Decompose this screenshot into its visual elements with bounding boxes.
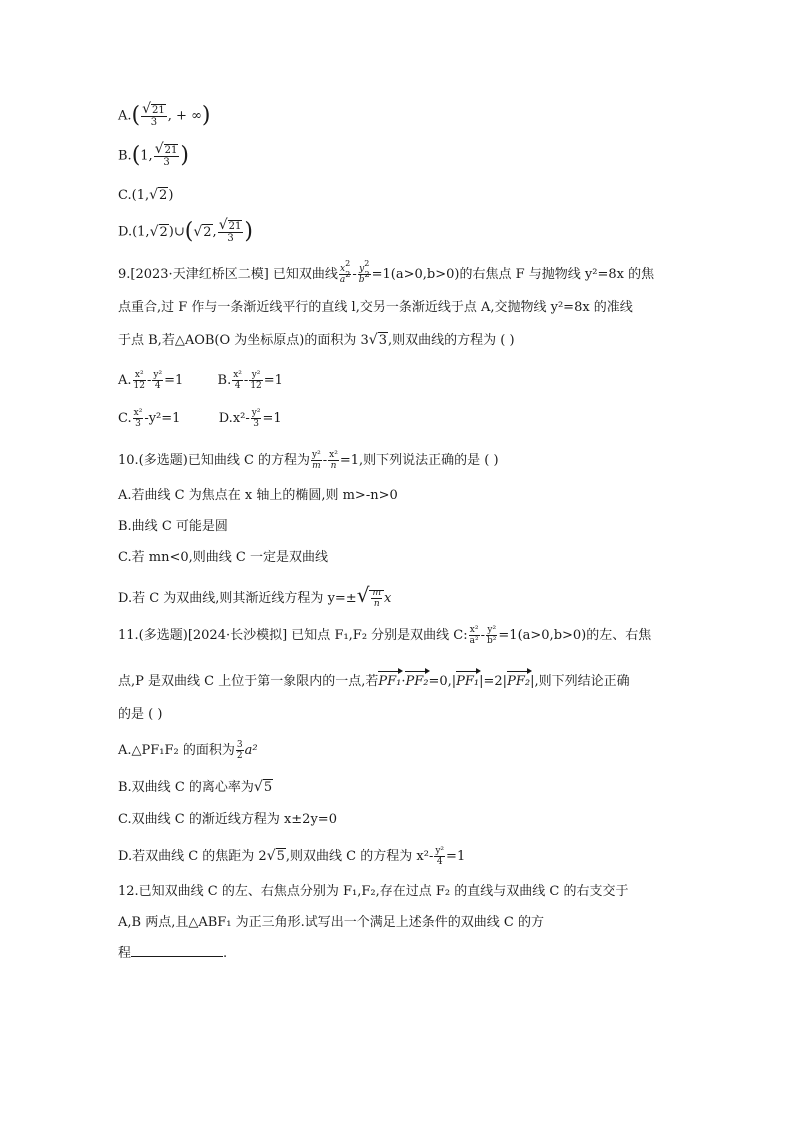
q9-options-cd	[118, 408, 282, 429]
q11-option-a: A.△PF₁F₂ 的面积为 $\frac{3}{2}$ a²	[118, 740, 258, 761]
q9-option-a: A. $\frac{\text{x²}}{12}$ - $\frac{\text{y²}}{4}$ =1	[118, 370, 184, 391]
answer-blank[interactable]	[131, 944, 223, 957]
q11-stem-line-2: 点,P 是双曲线 C 上位于第一象限内的一点,若PF₁·PF₂=0,|PF₁|=2|PF₂|,则下列结论正确	[118, 670, 630, 692]
q12-stem-line-3: 程 .	[118, 946, 228, 961]
q12-stem-line-1: 12.已知双曲线 C 的左、右焦点分别为 F₁,F₂,存在过点 F₂ 的直线与双曲线 C 的右支交于	[118, 884, 629, 899]
q11-option-d: D.若双曲线 C 的焦距为 2√5,则双曲线 C 的方程为 x²- $\frac{\text{y²}}{4}$ =1	[118, 846, 466, 867]
q9-stem-line-1: 9.[2023·天津红桥区二模] 已知双曲线 $\frac{x^2}{a^2}$ - $\frac{y^2}{b^2}$ =1(a>0,b>0)的右焦点 F 与抛物线 y²=8x 的焦	[118, 259, 655, 285]
q10-option-b: B.曲线 C 可能是圆	[118, 519, 228, 534]
q11-option-c: C.双曲线 C 的渐近线方程为 x±2y=0	[118, 812, 337, 827]
q11-option-b: B.双曲线 C 的离心率为√5	[118, 779, 273, 795]
q11-stem-line-1: 11.(多选题)[2024·长沙模拟] 已知点 F₁,F₂ 分别是双曲线 C: $\frac{\text{x²}}{\text{a²}}$ - $\frac{\text{y²}}{\text{b²}}$ =1(a>0,b>0)的左、右焦	[118, 625, 652, 646]
q10-option-c: C.若 mn<0,则曲线 C 一定是双曲线	[118, 550, 328, 565]
q8-option-a: A.( $\frac{√21}{3}$ , + ∞)	[118, 101, 211, 128]
q12-stem-line-2: A,B 两点,且△ABF₁ 为正三角形.试写出一个满足上述条件的双曲线 C 的方	[118, 915, 544, 930]
q8-option-d: D.(1,√2)∪(√2, $\frac{√21}{3}$ )	[118, 217, 253, 244]
q8-option-c: C.(1,√2)	[118, 187, 174, 203]
q9-option-c: C. $\frac{\text{x²}}{3}$ -y²=1	[118, 408, 181, 429]
q9-stem-line-3: 于点 B,若△AOB(O 为坐标原点)的面积为 3√3,则双曲线的方程为 ( )	[118, 332, 515, 348]
q8-option-b: B.(1, $\frac{√21}{3}$ )	[118, 141, 189, 168]
q11-stem-line-3: 的是 ( )	[118, 707, 163, 722]
q9-option-d: D.x²- $\frac{\text{y²}}{3}$ =1	[218, 408, 282, 429]
q9-options-ab	[118, 370, 283, 391]
q10-option-a: A.若曲线 C 为焦点在 x 轴上的椭圆,则 m>-n>0	[118, 488, 398, 503]
q9-stem-line-2: 点重合,过 F 作与一条渐近线平行的直线 l,交另一条渐近线于点 A,交抛物线 y²=8x 的准线	[118, 300, 633, 315]
q9-option-b: B. $\frac{\text{x²}}{4}$ - $\frac{\text{y²}}{12}$ =1	[217, 370, 283, 391]
q10-option-d: D.若 C 为双曲线,则其渐近线方程为 y=±√ $\frac{m}{n}$ x	[118, 583, 392, 609]
q10-stem: 10.(多选题)已知曲线 C 的方程为 $\frac{\text{y²}}{m}$ - $\frac{\text{x²}}{n}$ =1,则下列说法正确的是 ( )	[118, 450, 499, 471]
